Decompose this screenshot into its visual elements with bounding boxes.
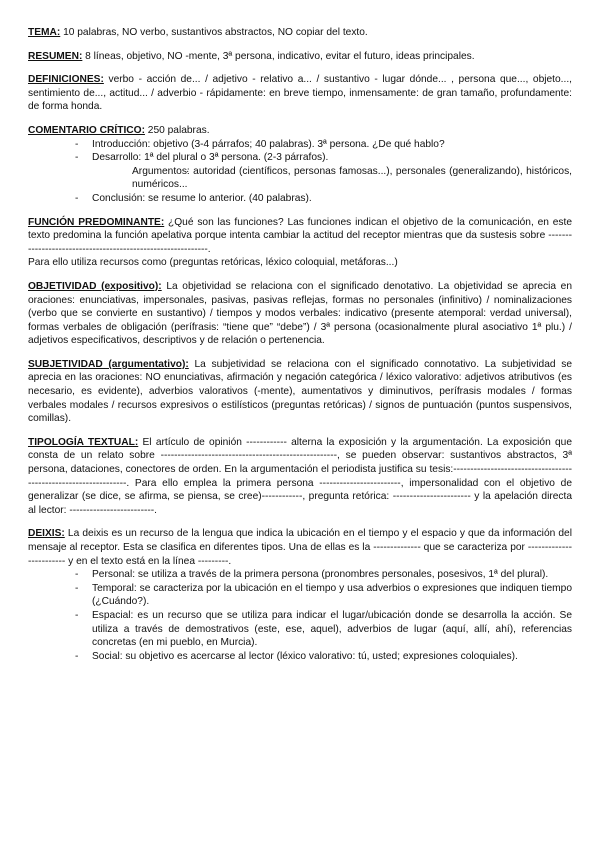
deixis-item-espacial: - Espacial: es un recurso que se utiliza para indicar el lugar/ubicación donde se desarrolla la acción. Se utiliza a través de demostrativos (este, ese, aquel), adverbios de lugar (aquí, allí, ahí), referencias concretas (en mi pueblo, en Murcia). bbox=[28, 609, 572, 650]
objetividad-text: La objetividad se relaciona con el significado denotativo. La objetividad se aprecia en oraciones: enunciativas, impersonales, pasivas, pasivas reflejas, formas no personales (infinitivo) / nominalizaciones (verbo que se convierte en sustantivo) / tiempos y modos verbales: indicativo (presente atemporal: verdad universal), formas verbales de obligación (perífrasis: “tiene que” “debe”) / 3ª persona (ocasionalmente plural asociativo 1ª plu.) / adjetivos especificativos, descriptivos y de relación o pertenencia. bbox=[28, 280, 572, 347]
comentario-text: 250 palabras. bbox=[144, 124, 210, 136]
comentario-paragraph bbox=[28, 124, 572, 138]
subjetividad-paragraph bbox=[28, 358, 572, 426]
resumen-text: 8 líneas, objetivo, NO -mente, 3ª persona, indicativo, evitar el futuro, ideas principales. bbox=[82, 50, 475, 62]
comentario-heading: COMENTARIO CRÍTICO: bbox=[28, 124, 145, 136]
definiciones-paragraph bbox=[28, 73, 572, 114]
definiciones-heading: DEFINICIONES: bbox=[28, 74, 104, 86]
section-definiciones bbox=[28, 73, 572, 114]
comentario-item-conclusion: - Conclusión: se resume lo anterior. (40 palabras). bbox=[28, 192, 572, 206]
comentario-list bbox=[28, 138, 572, 206]
comentario-item-desarrollo-text: Desarrollo: 1ª del plural o 3ª persona. (2-3 párrafos). bbox=[92, 152, 329, 164]
section-subjetividad bbox=[28, 358, 572, 426]
section-tipologia bbox=[28, 436, 572, 518]
deixis-item-social: - Social: su objetivo es acercarse al lector (léxico valorativo: tú, usted; expresiones coloquiales). bbox=[28, 650, 572, 664]
tema-heading: TEMA: bbox=[28, 27, 61, 38]
funcion-heading: FUNCIÓN PREDOMINANTE: bbox=[28, 216, 165, 228]
deixis-heading: DEIXIS: bbox=[28, 528, 65, 540]
resumen-paragraph bbox=[28, 50, 572, 64]
comentario-item-intro: - Introducción: objetivo (3-4 párrafos; 40 palabras). 3ª persona. ¿De qué hablo? bbox=[28, 138, 572, 152]
tema-text: 10 palabras, NO verbo, sustantivos abstractos, NO copiar del texto. bbox=[60, 27, 368, 38]
deixis-paragraph bbox=[28, 527, 572, 568]
comentario-sublist bbox=[92, 165, 572, 192]
funcion-text: ¿Qué son las funciones? Las funciones indican el objetivo de la comunicación, en este texto predomina la función apelativa porque intenta cambiar la actitud del receptor mientras que da sustesis sobre ------------------------------------------------------------. bbox=[28, 216, 572, 255]
deixis-list bbox=[28, 568, 572, 663]
section-comentario bbox=[28, 124, 572, 206]
section-deixis bbox=[28, 527, 572, 663]
deixis-item-personal: - Personal: se utiliza a través de la primera persona (pronombres personales, posesivos, 1ª del plural). bbox=[28, 568, 572, 582]
section-resumen bbox=[28, 50, 572, 64]
tipologia-heading: TIPOLOGÍA TEXTUAL: bbox=[28, 436, 139, 448]
section-tema bbox=[28, 26, 572, 40]
comentario-subitem-argumentos: · Argumentos: autoridad (científicos, personas famosas...), personales (generalizando), históricos, numéricos... bbox=[92, 165, 572, 192]
section-funcion bbox=[28, 216, 572, 270]
tipologia-paragraph bbox=[28, 436, 572, 518]
funcion-paragraph-2: Para ello utiliza recursos como (preguntas retóricas, léxico coloquial, metáforas...) bbox=[28, 257, 398, 269]
deixis-text: La deixis es un recurso de la lengua que indica la ubicación en el tiempo y el espacio y que da información del mensaje al receptor. Esta se clasifica en diferentes tipos. Una de ellas es la -------------- que se caracteriza por ------------------------ y en el texto está en la línea ---------. bbox=[28, 528, 572, 567]
subjetividad-text: La subjetividad se relaciona con el significado connotativo. La subjetividad se aprecia en las oraciones: NO enunciativas, afirmación y negación categórica / léxico valorativo: adjetivos atributivos (es necesario, es evidente), adverbios valorativos (-mente), aumentativos y diminutivos, perífrasis modales / formas verbales modales / recursos expresivos o estilísticos (preguntas retóricas) / signos de puntuación (puntos suspensivos, comillas). bbox=[28, 358, 572, 425]
objetividad-heading: OBJETIVIDAD (expositivo): bbox=[28, 280, 162, 292]
resumen-heading: RESUMEN: bbox=[28, 50, 83, 62]
deixis-item-temporal: - Temporal: se caracteriza por la ubicación en el tiempo y usa adverbios o expresiones que indiquen tiempo (¿Cuándo?). bbox=[28, 582, 572, 609]
definiciones-text: verbo - acción de... / adjetivo - relativo a... / sustantivo - lugar dónde... , persona que..., objeto..., sentimiento de..., actitud... / adverbio - rápidamente: en breve tiempo, inmensamente: de gran tamaño, profundamente: de forma honda. bbox=[28, 74, 572, 113]
document-page bbox=[28, 26, 572, 673]
subjetividad-heading: SUBJETIVIDAD (argumentativo): bbox=[28, 358, 189, 370]
funcion-paragraph bbox=[28, 216, 572, 257]
comentario-item-desarrollo bbox=[28, 151, 572, 192]
tipologia-text: El artículo de opinión ------------ alterna la exposición y la argumentación. La exposición que consta de un relato sobre ----------------------------------------------------, se pueden observar: sustantivos abstractos, 3ª persona, dataciones, conectores de orden. En la argumentación el periodista justifica su tesis:----------------------------------------------------------------. Para ello emplea la primera persona ------------------------, impersonalidad con el objetivo de generalizar (se dice, se afirma, se piensa, se cree)------------, pregunta retórica: ----------------------- y la apelación directa al lector: -------------------------. bbox=[28, 436, 572, 516]
section-objetividad bbox=[28, 280, 572, 348]
objetividad-paragraph bbox=[28, 280, 572, 348]
tema-paragraph bbox=[28, 26, 572, 40]
